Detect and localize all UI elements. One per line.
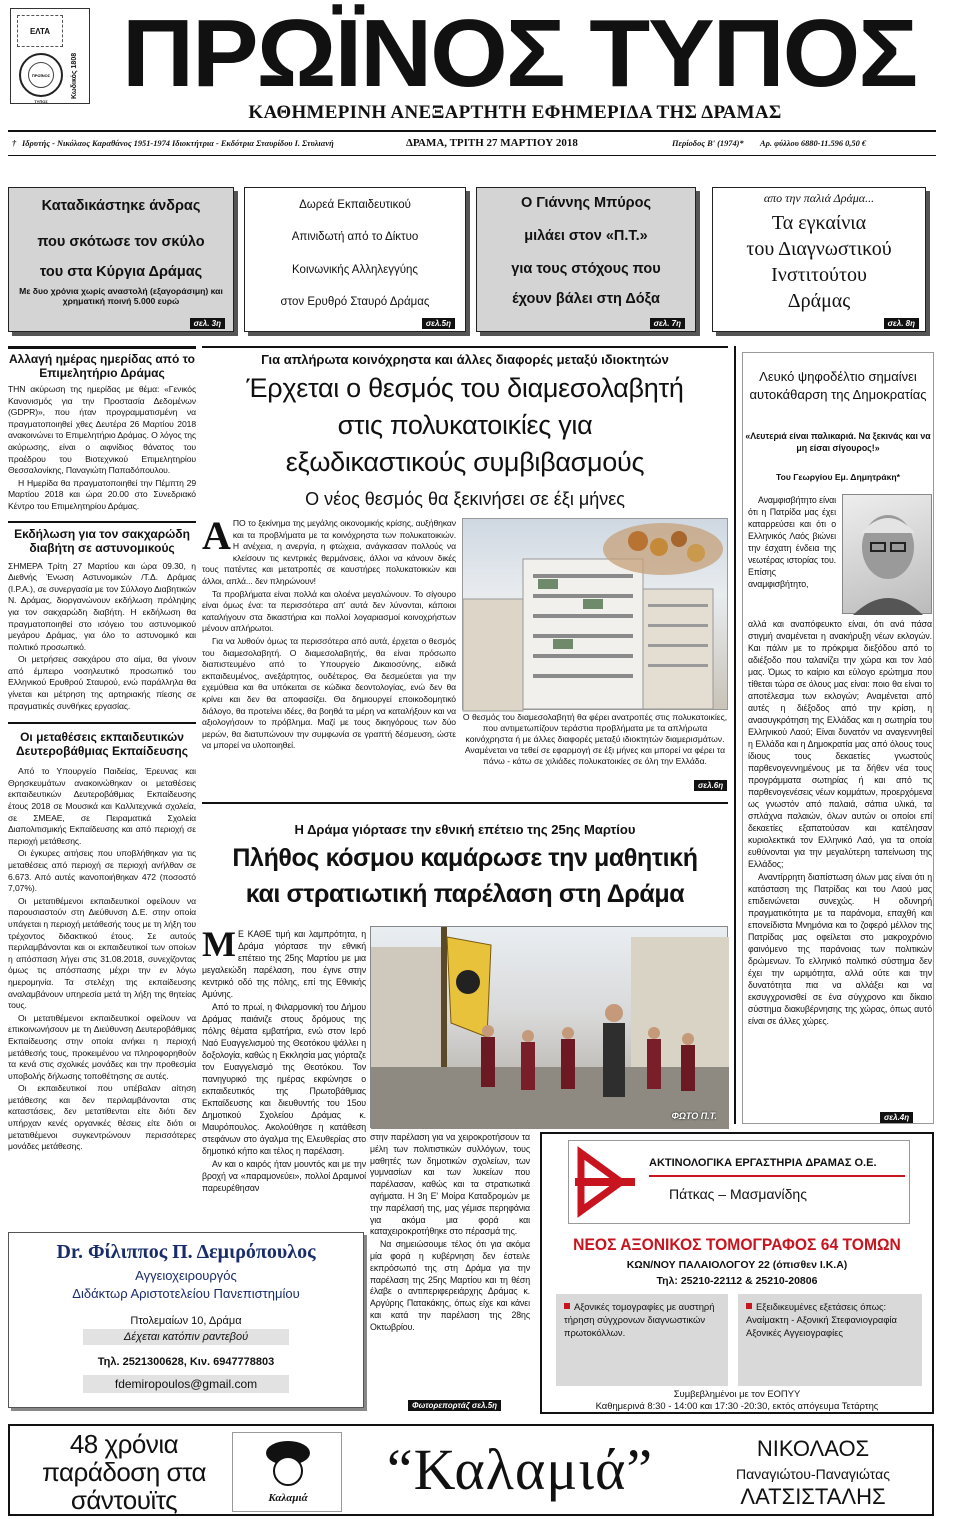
doctor-address: Πτολεμαίων 10, Δράμα <box>130 1315 242 1327</box>
lead-p3: Για να λυθούν όμως τα περισσότερα από αυτά, έρχεται ο θεσμός του διαμεσολαβητή. Ο διαμεσολαβητής, θα είναι πρόσωπο διαπιστευμένο από το Υπουργείο Δικαιοσύνης, ειδικά εκπαιδευμένος, ανεξάρτητος, ουδέτερος. Θα δεσμεύεται για την εχεμύθεια και θα υπόκειται σε κώδικα δεοντολογίας, ενώ δεν θα κρίνει και δεν θα αποφασίζει. Θα δημιουργεί εποικοδομητικό διάλογο, θα προτείνει ιδέες, θα βοηθά τα μέρη να καταλήξουν και να αξιολογήσουν το πρόβλημα. Μαζί με τους δικηγόρους των δύο μερών, θα διατυπώνουν την συμφωνία σε γραπτή δέσμευση, ώστε να μπορεί να υλοποιηθεί. <box>202 635 456 751</box>
kalamia-first: ΝΙΚΟΛΑΟΣ <box>756 1436 870 1461</box>
kalamia-logo-text: Καλαμιά <box>268 1492 308 1504</box>
left-column <box>8 352 196 1153</box>
teaser-1-line-2: που σκότωσε τον σκύλο <box>37 234 205 250</box>
parade-body-2 <box>370 1132 530 1334</box>
teaser-4-ref[interactable]: σελ. 8η <box>884 318 919 329</box>
brief-3-p1: Από το Υπουργείο Παιδείας, Έρευνας και Θρησκευμάτων ανακοινώθηκαν οι μεταθέσεις εκπαιδευτικών Δευτεροβάθμιας Εκπαίδευσης έτους 2018 σε Μουσικά και Καλλιτεχνικά σχολεία, σε ΣΜΕΑΕ, σε Πειραματικά Σχολεία Διαπολιτισμικής Εκπαίδευσης και από περιοχή σε περιοχή μετάθεσης. <box>8 766 196 846</box>
apartment-buildings-illustration <box>463 519 729 711</box>
teaser-2-ref[interactable]: σελ.5η <box>422 318 455 329</box>
masthead-subtitle: ΚΑΘΗΜΕΡΙΝΗ ΑΝΕΞΑΡΤΗΤΗ ΕΦΗΜΕΡΙΔΑ ΤΗΣ ΔΡΑΜΑΣ <box>248 102 782 123</box>
parade-kicker: Η Δράμα γιόρτασε την εθνική επέτειο της 25ης Μαρτίου <box>294 822 636 837</box>
dagger-icon: † <box>12 139 17 148</box>
brief-1-p2: Η Ημερίδα θα πραγματοποιηθεί την Πέμπτη 29 Μαρτίου 2018 και ώρα 20.00 στο Συνεδριακό Κέντρο του Επιμελητηρίου Δράμας. <box>8 477 196 511</box>
brief-3-p4: Οι μετατιθέμενοι εκπαιδευτικοί οφείλουν να επικοινωνήσουν με τη Διεύθυνση Δευτεροβάθμιας Εκπαίδευσης στην οποία ανήκει η περιοχή μετάθεσής τους, προκειμένου να πληροφορηθούν τα κενά στις σχολικές μονάδες και την προθεσμία υποβολής δήλωσης τοποθέτησης σε αυτές. <box>8 1012 196 1081</box>
teaser-2-line-3: Κοινωνικής Αλληλεγγύης <box>292 264 418 276</box>
teaser-2-line-4: στον Ερυθρό Σταυρό Δράμας <box>280 296 430 308</box>
opinion-p-full2: Αναντίρρητη διαπίστωση όλων μας είναι ότι η κατάσταση της Πατρίδας και του Λαού μας επιδεινώνεται συνεχώς. Η οδυνηρή πραγματικότητα με τα παράνομα, επαχθή και επονείδιστα Μνημόνια και το ζοφερό μέλλον της Πατρίδας μας οφείλεται στο μακροχρόνιο φαινόμενο της παράνοιας των πολιτικών δρώμενων. Το ελληνικό πολιτικό σύστημα δεν έχει την ωριμότητα, αλλά ούτε και την δυνατότητα πια να αλλάξει και να εκσυγχρονισθεί σε ένα σύγχρονο και δίκαιο σύστημα διακυβέρνησης της χώρας, όπως αυτό είναι σε άλλες χώρες. <box>748 872 932 1026</box>
author-portrait <box>842 494 932 614</box>
teaser-2-line-1: Δωρεά Εκπαιδευτικού <box>299 199 411 211</box>
parade-p4: στην παρέλαση για να χειροκροτήσουν τα μέλη των πολιτιστικών συλλόγων, τους μαθητές των δημοτικών σχολείων, των γυμνασίων και των λυκείων που παρέλασαν, καθώς και τα στρατιωτικά αγήματα. Η 3η Ε' Μοίρα Καταδρομών με την παρέλασή της, μας γέμισε περηφάνια για ακόμα μια φορά και καταχειροκροτήθηκε στο πέρασμά της. <box>370 1132 530 1237</box>
parade-ref[interactable]: Φωτορεπορτάζ σελ.5η <box>408 1400 501 1411</box>
radiology-service-right <box>738 1294 922 1386</box>
kalamia-logo <box>232 1432 342 1512</box>
radiology-phones[interactable]: Τηλ: 25210-22112 & 25210-20806 <box>656 1275 818 1287</box>
teaser-4-kicker: απο την παλιά Δράμα... <box>763 191 875 205</box>
lead-caption: Ο θεσμός του διαμεσολαβητή θα φέρει ανατροπές στις πολυκατοικίες, που αντιμετωπίζουν τεράστια προβλήματα με τα απλήρωτα κοινόχρηστα ή με άλλες διαφορές μεταξύ ιδιοκτητών διαμερισμάτων. Αναμένεται να τεθεί σε εφαρμογή σε έξι μήνες και μπορεί να φέρει τα πάνω - κάτω σε χιλιάδες πολυκατοικίες σε όλη την Ελλάδα. <box>462 712 728 766</box>
opinion-quote: «Λευτεριά είναι παλικαριά. Να ξεκινάς και να μη είσαι σίγουρος!» <box>745 431 931 453</box>
teaser-3-line-3: για τους στόχους που <box>511 261 661 277</box>
teaser-box-2[interactable] <box>244 187 466 332</box>
elta-stamp: ΕΛΤΑ <box>17 15 63 47</box>
radiology-headline: ΝΕΟΣ ΑΞΟΝΙΚΟΣ ΤΟΜΟΓΡΑΦΟΣ 64 ΤΟΜΩΝ <box>573 1235 901 1254</box>
radiology-service-left <box>556 1294 728 1386</box>
parade-headline-line-1: Πλήθος κόσμου καμάρωσε την μαθητική <box>232 844 698 872</box>
masthead-title: ΠΡΩΪΝΟΣ ΤΥΠΟΣ <box>121 0 917 107</box>
teaser-4-line-2: του Διαγνωστικού <box>746 238 892 260</box>
lead-kicker: Για απλήρωτα κοινόχρηστα και άλλες διαφορές μεταξύ ιδιοκτητών <box>261 352 669 367</box>
teaser-4-line-3: Ινστιτούτου <box>771 264 867 286</box>
brief-2-p1: ΣΗΜΕΡΑ Τρίτη 27 Μαρτίου και ώρα 09.30, η Διεθνής Ένωση Αστυνομικών /Τ.Δ. Δράμας (I.P.A.), σε συνεργασία με τον Σύλλογο Διαβητικών Ν. Δράμας, διοργανώνουν εκδήλωση πρόληψης για τον σακχαρώδη διαβήτη. Η εκδήλωση θα πραγματοποιηθεί στο ισόγειο του αστυνομικού μεγάρου Δράμας, για όλο το αστυνομικό και πολιτικό προσωπικό. <box>8 560 196 652</box>
kalamia-ad[interactable] <box>8 1424 934 1516</box>
teaser-3-ref[interactable]: σελ. 7η <box>650 318 685 329</box>
teaser-4-body <box>713 210 925 314</box>
parade-p2: Από το πρωί, η Φιλαρμονική του Δήμου Δράμας παιάνιζε στους δρόμους της πόλης θέματα εμβατήρια, ενώ στον Ιερό Ναό Ευαγγελισμού της Θεοτόκου ψάλλει η δοξολογία, καθώς η Εκκλησία μας γιόρταζε τον Ευαγγελισμό της Θεοτόκου. Τον πανηγυρικό της ημέρας εκφώνησε ο εκπαιδευτικός της Πρωτοβάθμιας Εκπαίδευσης και διευθυντής του 15ου Δημοτικού Σχολείου Δράμας κ. Μαυρόπουλος. Ακολούθησε η κατάθεση στεφάνων στο άγαλμα της Ελευθερίας στο δημοτικό κήπο και τέλος η παρέλαση. <box>202 1002 366 1156</box>
date-line: ΔΡΑΜΑ, ΤΡΙΤΗ 27 ΜΑΡΤΙΟΥ 2018 <box>406 137 578 149</box>
teaser-box-3[interactable] <box>476 187 696 332</box>
teaser-1-sub: Με δυο χρόνια χωρίς αναστολή (εξαγοράσιμη) και χρηματική ποινή 5.000 ευρώ <box>19 286 223 306</box>
doctor-degree: Διδάκτωρ Αριστοτελείου Πανεπιστημίου <box>72 1286 300 1301</box>
brief-1-title: Αλλαγή ημέρας ημερίδας από το Επιμελητήριο Δράμας <box>9 352 195 380</box>
parade-photo <box>370 926 728 1128</box>
opinion-ref[interactable]: σελ.4η <box>880 1112 913 1123</box>
parade-headline <box>202 840 728 912</box>
founder-line: Ιδρυτής - Νικόλαος Καραθάνος 1951-1974 Ιδιοκτήτρια - Εκδότρια Σταυρίδου Ι. Στυλιανή <box>22 139 334 148</box>
radiology-logo-icon <box>575 1149 639 1215</box>
teaser-1-line-3: του στα Κύργια Δράμας <box>39 264 203 280</box>
brief-3-title: Οι μεταθέσεις εκπαιδευτικών Δευτεροβάθμιας Εκπαίδευσης <box>16 730 188 759</box>
opinion-p-wrap: Αναμφισβήτητο είναι ότι η Πατρίδα μας έχει καταρρεύσει και ότι ο Ελληνικός Λαός βιώνει την έσχατη ένδεια της νεωτέρας ιστορίας του. Επίσης αναμφισβήτητο, <box>748 495 836 589</box>
lead-dropcap: Α <box>202 513 231 558</box>
lead-photo <box>462 518 728 710</box>
teaser-1-line-1: Καταδικάστηκε άνδρας <box>41 198 201 214</box>
lead-deck: Ο νέος θεσμός θα ξεκινήσει σε έξι μήνες <box>305 489 625 509</box>
doctor-specialty: Αγγειοχειρουργός <box>135 1268 237 1283</box>
teaser-3-line-2: μιλάει στον «Π.Τ.» <box>524 228 648 244</box>
brief-2-title: Εκδήλωση για τον σακχαρώδη διαβήτη σε αστυνομικούς <box>14 526 190 555</box>
parade-body-1 <box>202 924 366 1194</box>
brief-3-p2: Οι έγκυρες αιτήσεις που υποβλήθηκαν για τις μεταθέσεις από περιοχή σε περιοχή ανήλθαν σε 6.673. Από αυτές ικανοποιήθηκαν 472 (ποσοστό 7,07%). <box>8 848 196 894</box>
brief-1-p1: ΤΗΝ ακύρωση της ημερίδας με θέμα: «Γενικός Κανονισμός για την Προστασία Δεδομένων (GDPR)», που ήταν προγραμματισμένη να πραγματοποιηθεί χθες Δευτέρα 26 Μαρτίου 2018 ανακοινώνει το Επιμελητήριο Δράμας. Ο λόγος της ακύρωσης, είναι ο αιφνίδιος θάνατος του προέδρου του Βιοτεχνικού Επιμελητηρίου Θεσσαλονίκης, Παναγιώτη Παπαδόπουλου. <box>8 384 196 476</box>
radiology-eopyy: Συμβεβλημένοι με τον ΕΟΠΥΥ <box>673 1388 801 1399</box>
radiology-service-right-text: Εξειδικευμένες εξετάσεις όπως: Αναίμακτη - Αξονική Στεφανιογραφία Αξονικές Αγγειογραφίες <box>746 1301 897 1338</box>
teaser-box-1[interactable] <box>8 187 234 332</box>
doctor-appointment: Δέχεται κατόπιν ραντεβού <box>83 1329 289 1345</box>
teaser-4-line-1: Τα εγκαίνια <box>771 212 867 234</box>
teaser-1-ref[interactable]: σελ. 3η <box>190 318 225 329</box>
brief-2-p2: Οι μετρήσεις σακχάρου στο αίμα, θα γίνουν από έμπειρο νοσηλευτικό προσωπικό του Ελληνικού Ερυθρού Σταυρού, ενώ παράλληλα θα γίνεται και μέτρηση της αρτηριακής πίεσης σε πραγματικές συνθήκες εργασίας. <box>8 654 196 711</box>
period-line: Περίοδος Β' (1974)* <box>672 139 744 148</box>
parade-headline-line-2: και στρατιωτική παρέλαση στη Δράμα <box>245 880 685 908</box>
parade-p3: Αν και ο καιρός ήταν μουντός και με την βροχή να «παραμονεύει», πολλοί Δραμινοί παρευρέθησαν <box>202 1159 366 1193</box>
teaser-3-line-4: έχουν βάλει στη Δόξα <box>512 291 660 307</box>
bullet-icon <box>746 1303 752 1309</box>
kalamia-last: ΛΑΤΣΙΣΤΑΛΗΣ <box>740 1484 886 1509</box>
lead-ref[interactable]: σελ.6η <box>694 780 727 791</box>
parade-photo-credit: ΦΩΤΟ Π.Τ. <box>671 1111 717 1121</box>
brief-3-p3: Οι μετατιθέμενοι εκπαιδευτικοί οφείλουν να παρουσιαστούν στη Διεύθυνση Δ.Ε. στην οποία υπάγεται η περιοχή μετάθεσής τους με τη λήξη του τρέχοντος διδακτικού έτους. Σε αυτούς περιλαμβάνονται και οι εκπαιδευτικοί των οποίων η απόσπαση λήγει στις 31.08.2018, συνεχίζοντας όμως τις απόσπασης μέχρι την εν λόγω ημερομηνία. Τα στελέχη της εκπαίδευσης αναλαμβάνουν υπηρεσία μετά τη λήξη της θητείας τους. <box>8 895 196 1011</box>
radiology-owners: Πάτκας – Μασμανίδης <box>669 1186 807 1202</box>
doctor-ad[interactable] <box>8 1232 364 1408</box>
radiology-service-left-text: Αξονικές τομογραφίες με αυστηρή τήρηση σύγχρονων διαγνωστικών πρωτοκόλλων. <box>564 1301 715 1338</box>
lead-headline <box>202 370 728 481</box>
opinion-byline: Του Γεωργίου Εμ. Δημητράκη* <box>775 472 901 482</box>
opinion-title: Λευκό ψηφοδέλτιο σημαίνει αυτοκάθαρση της Δημοκρατίας <box>749 369 927 402</box>
teaser-2-line-2: Απινιδωτή από το Δίκτυο <box>291 231 419 243</box>
doctor-phones[interactable]: Τηλ. 2521300628, Κιν. 6947778803 <box>97 1356 275 1368</box>
teaser-box-4[interactable] <box>712 187 926 332</box>
lead-body <box>202 513 456 752</box>
parade-dropcap: Μ <box>202 924 236 964</box>
parade-p5: Να σημειώσουμε τέλος ότι για ακόμα μία φορά η κυβέρνηση δεν έστειλε εκπρόσωπό της στη Δράμα για την παρέλαση της 25ης Μαρτίου και τη θέση έλαβε ο αντιπεριφερειάρχης Δράμας κ. Αργύρης Πατακάκης, όπως είχε και κάνει και κατά την παρέλαση της 28ης Οκτωβρίου. <box>370 1239 530 1332</box>
doctor-name: Dr. Φίλιππος Π. Δεμιρόπουλος <box>56 1241 316 1263</box>
lead-p2: Τα προβλήματα είναι πολλά και ολοένα μεγαλώνουν. Το σίγουρο είναι όμως ένα: τα περισσότερα απ' αυτά δεν λύνονται, κάποιοι καταλήγουν στα δικαστήρια και πολλοί λογαριασμοί κοινοχρήστων μένουν απλήρωτοι. <box>202 588 456 634</box>
info-bar <box>8 135 936 153</box>
opinion-body <box>748 494 932 1027</box>
radiology-address: ΚΩΝ/ΝΟΥ ΠΑΛΑΙΟΛΟΓΟΥ 22 (όπισθεν Ι.Κ.Α) <box>626 1259 848 1271</box>
radiology-company: ΑΚΤΙΝΟΛΟΓΙΚΑ ΕΡΓΑΣΤΗΡΙΑ ΔΡΑΜΑΣ Ο.Ε. <box>649 1157 877 1169</box>
author-portrait-icon <box>843 495 933 615</box>
lead-p1: ΠΟ το ξεκίνημα της μεγάλης οικονομικής κρίσης, αυξήθηκαν και τα προβλήματα με τα κοινόχρηστα των πολυκατοικιών. Η ανέχεια, η ανεργία, η φτώχεια, ανάγκασαν πολλούς να κλείσουν τις κεντρικές θερμάνσεις, άλλοι να κάνουν δικές τους πατέντες και μετατροπές σε καυστήρες πολυκατοικιών και άλλοι, απλά... δεν πληρώνουν! <box>202 518 456 586</box>
brief-3-p5: Οι εκπαιδευτικοί που υπέβαλαν αίτηση μετάθεσης και δεν περιλαμβάνονται στις καταστάσεις, δεν μετατίθενται είτε διότι δεν υπήρχαν κενές οργανικές θέσεις είτε διότι οι μετατιθέμενοι συγκεντρώνουν περισσότερες μονάδες μετάθεσης. <box>8 1083 196 1152</box>
radiology-logo-box <box>568 1140 910 1224</box>
parade-p1: Ε ΚΑΘΕ τιμή και λαμπρότητα, η Δράμα γιόρτασε την εθνική επέτειο της 25ης Μαρτίου με μια μεγαλειώδη παρέλαση, που έγινε στην κεντρικό οδό της πόλης, επί της Εθνικής Αμύνης. <box>202 929 366 999</box>
seal-text: ΠΡΩΪΝΟΣ ΤΥΠΟΣ <box>28 62 54 88</box>
code-label: Κωδικός 1808 <box>71 52 78 99</box>
bullet-icon <box>564 1303 570 1309</box>
radiology-ad[interactable] <box>540 1132 934 1414</box>
kalamia-middle: Παναγιώτου-Παναγιώτας <box>736 1466 890 1482</box>
kalamia-left-text: 48 χρόνια παράδοση στα σάντουϊτς <box>41 1429 207 1515</box>
lead-headline-line-1: Έρχεται ο θεσμός του διαμεσολαβητή <box>246 373 684 403</box>
doctor-email[interactable]: fdemiropoulos@gmail.com <box>83 1375 289 1393</box>
radiology-hours: Καθημερινά 8:30 - 14:00 και 17:30 -20:30, εκτός απόγευμα Τετάρτης <box>595 1400 879 1411</box>
kalamia-brand: “Καλαμιά” <box>386 1437 654 1502</box>
lead-headline-line-3: εξωδικαστικούς συμβιβασμούς <box>285 447 645 477</box>
lead-headline-line-2: στις πολυκατοικίες για <box>337 410 593 440</box>
opinion-p-full: αλλά και αναπόφευκτο είναι, ότι ανά πάσα στιγμή αναμένεται η ανακήρυξη νέων εκλογών. Και πάλιν με το πρόκριμα διεξόδου από το αδιέξοδο που ταλανίζει την χώρα και τον λαό μας. Όμως το καίριο και εύλογο ερώτημα που τίθεται τώρα σε όλους μας είναι: ποιο θα είναι το αποτέλεσμα των εκλογών; Αναμένεται από αυτές η διέξοδος από την κρίση, η ανασυγκρότηση της Ελλάδας και η σωτηρία του Ελληνικού Λαού; Είναι δυνατόν να αναγεννηθεί η Ελλάδα και η Δημοκρατία μας από όλους τους ίδιους τους δεκαετίες γνωστούς παρθενογεννημένους με τα δήθεν νέα τους προγράμματα σωτηρίας ή και από τις παρθενογενέσεις νέων κομμάτων, προερχόμενα ως γνωστόν από παλαιά, σάπια υλικά, τα σπλάχνα παλαιών, όλων αυτών οι οποίοι επί δεκαετίες εξαπατούσαν και κατέλησαν κυριολεκτικά τον Ελληνικό Λαό, για τα οποία ευθύνονται για την μεγαλύτερη ταπείνωση της Ελλάδος; <box>748 619 932 869</box>
parade-illustration <box>371 927 729 1129</box>
teaser-4-line-4: Δράμας <box>787 290 851 312</box>
postage-stamp <box>10 8 90 104</box>
teaser-3-line-1: Ο Γιάννης Μπύρος <box>520 195 652 211</box>
circular-seal <box>19 53 63 104</box>
issue-line: Αρ. φύλλου 6880-11.596 0,50 € <box>760 139 867 148</box>
